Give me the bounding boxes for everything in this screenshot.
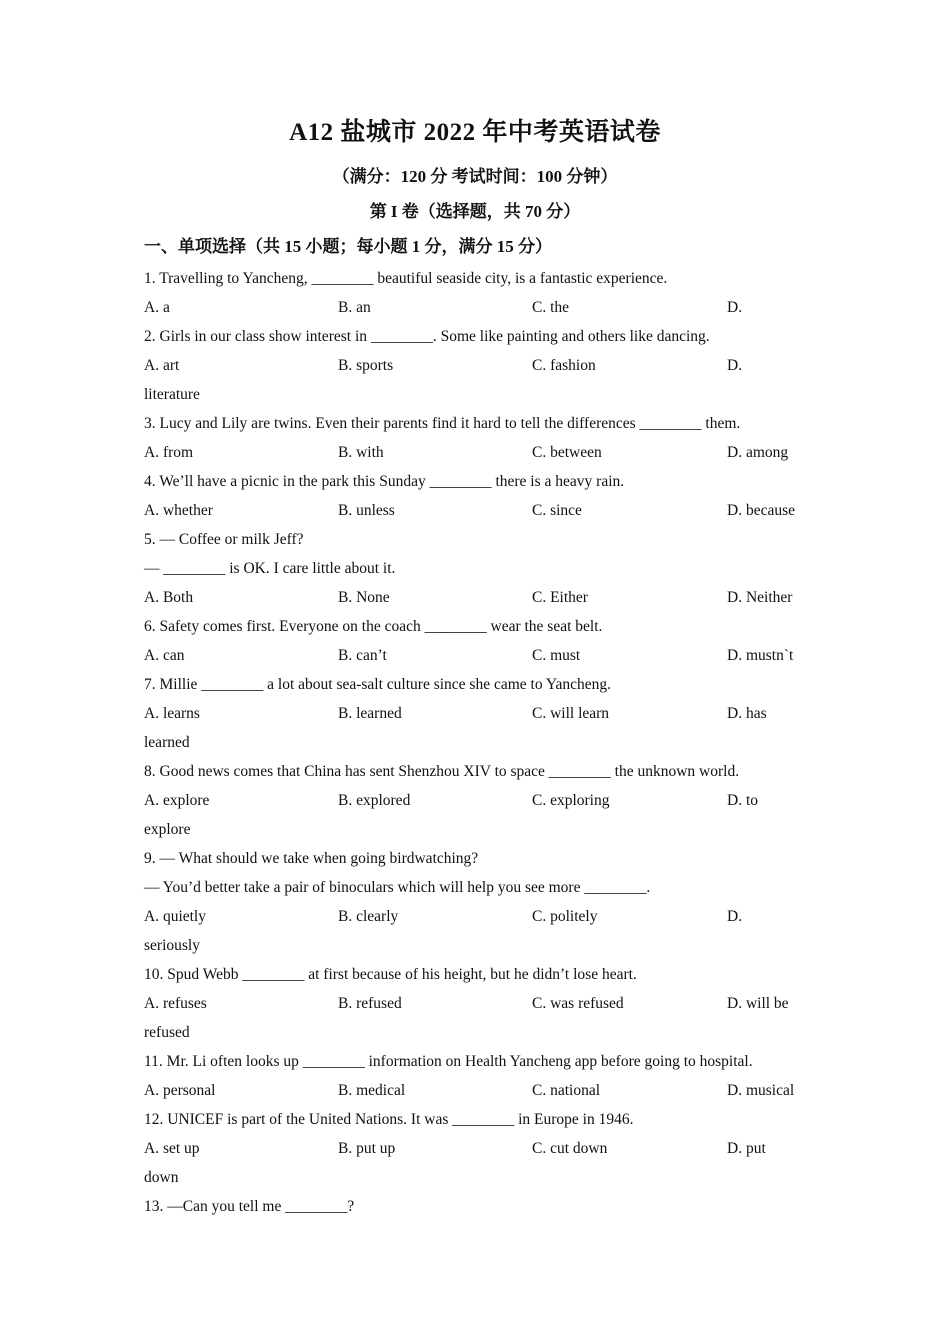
option-d: D. Neither	[727, 589, 793, 606]
option-row	[144, 1134, 824, 1163]
option-row	[144, 496, 824, 525]
option-d: D. because	[727, 502, 795, 519]
option-d: D.	[727, 908, 743, 925]
part-heading: 第 I 卷（选择题，共 70 分）	[369, 202, 581, 221]
option-a: A. learns	[144, 705, 200, 722]
question-stem: 12. UNICEF is part of the United Nations. It was ________ in Europe in 1946.	[144, 1111, 634, 1128]
question-stem: 9. — What should we take when going birdwatching?	[144, 850, 479, 867]
option-b: B. refused	[338, 995, 402, 1012]
question-stem: 5. — Coffee or milk Jeff?	[144, 531, 304, 548]
option-b: B. learned	[338, 705, 402, 722]
option-a: A. a	[144, 299, 170, 316]
option-a: A. quietly	[144, 908, 206, 925]
option-wrap-text: explore	[144, 821, 191, 838]
option-a: A. personal	[144, 1082, 216, 1099]
option-row	[144, 583, 824, 612]
option-c: C. cut down	[532, 1140, 608, 1157]
option-d: D. has	[727, 705, 767, 722]
option-a: A. whether	[144, 502, 213, 519]
option-d: D.	[727, 299, 743, 316]
option-row	[144, 786, 824, 815]
option-wrap-text: literature	[144, 386, 200, 403]
option-row	[144, 989, 824, 1018]
option-row	[144, 438, 824, 467]
option-c: C. between	[532, 444, 602, 461]
option-b: B. can’t	[338, 647, 387, 664]
question-stem-reply: — You’d better take a pair of binoculars which will help you see more ________.	[144, 879, 651, 896]
option-c: C. will learn	[532, 705, 610, 722]
option-b: B. clearly	[338, 908, 399, 925]
option-d: D. will be	[727, 995, 789, 1012]
question-stem: 3. Lucy and Lily are twins. Even their parents find it hard to tell the differences ________ them.	[144, 415, 741, 432]
exam-subtitle: （满分：120 分 考试时间：100 分钟）	[332, 167, 618, 186]
option-row	[144, 902, 824, 931]
question-stem: 8. Good news comes that China has sent Shenzhou XIV to space ________ the unknown world.	[144, 763, 740, 780]
question-stem: 7. Millie ________ a lot about sea-salt culture since she came to Yancheng.	[144, 676, 612, 693]
option-c: C. national	[532, 1082, 601, 1099]
option-c: C. fashion	[532, 357, 596, 374]
question-list	[144, 264, 824, 1221]
option-d: D. put	[727, 1140, 766, 1157]
option-a: A. art	[144, 357, 180, 374]
option-row	[144, 351, 824, 380]
option-a: A. explore	[144, 792, 210, 809]
option-wrap-text: seriously	[144, 937, 200, 954]
question-stem: 13. —Can you tell me ________?	[144, 1198, 355, 1215]
question-stem: 11. Mr. Li often looks up ________ information on Health Yancheng app before going to hospital.	[144, 1053, 753, 1070]
section-heading: 一、单项选择（共 15 小题；每小题 1 分，满分 15 分）	[144, 237, 552, 256]
option-b: B. put up	[338, 1140, 396, 1157]
option-a: A. refuses	[144, 995, 207, 1012]
option-row	[144, 641, 824, 670]
option-a: A. can	[144, 647, 185, 664]
option-b: B. an	[338, 299, 371, 316]
option-b: B. medical	[338, 1082, 406, 1099]
option-a: A. from	[144, 444, 194, 461]
question-stem: 6. Safety comes first. Everyone on the coach ________ wear the seat belt.	[144, 618, 603, 635]
option-a: A. Both	[144, 589, 194, 606]
option-row	[144, 1076, 824, 1105]
option-b: B. with	[338, 444, 384, 461]
option-d: D. mustn`t	[727, 647, 794, 664]
option-d: D. to	[727, 792, 758, 809]
option-c: C. was refused	[532, 995, 624, 1012]
option-d: D. musical	[727, 1082, 795, 1099]
option-a: A. set up	[144, 1140, 200, 1157]
question-stem: 2. Girls in our class show interest in ________. Some like painting and others like dancing.	[144, 328, 710, 345]
option-c: C. exploring	[532, 792, 610, 809]
question-stem: 4. We’ll have a picnic in the park this Sunday ________ there is a heavy rain.	[144, 473, 625, 490]
option-b: B. explored	[338, 792, 411, 809]
question-stem: 1. Travelling to Yancheng, ________ beautiful seaside city, is a fantastic experience.	[144, 270, 668, 287]
option-row	[144, 293, 824, 322]
option-b: B. unless	[338, 502, 395, 519]
option-c: C. since	[532, 502, 582, 519]
question-stem-reply: — ________ is OK. I care little about it.	[144, 560, 396, 577]
option-b: B. sports	[338, 357, 394, 374]
option-c: C. the	[532, 299, 570, 316]
option-row	[144, 699, 824, 728]
option-b: B. None	[338, 589, 390, 606]
option-wrap-text: refused	[144, 1024, 190, 1041]
option-d: D.	[727, 357, 743, 374]
option-d: D. among	[727, 444, 789, 461]
option-wrap-text: down	[144, 1169, 179, 1186]
option-wrap-text: learned	[144, 734, 190, 751]
option-c: C. must	[532, 647, 581, 664]
option-c: C. politely	[532, 908, 598, 925]
question-stem: 10. Spud Webb ________ at first because of his height, but he didn’t lose heart.	[144, 966, 637, 983]
exam-title: A12 盐城市 2022 年中考英语试卷	[289, 119, 661, 146]
option-c: C. Either	[532, 589, 588, 606]
